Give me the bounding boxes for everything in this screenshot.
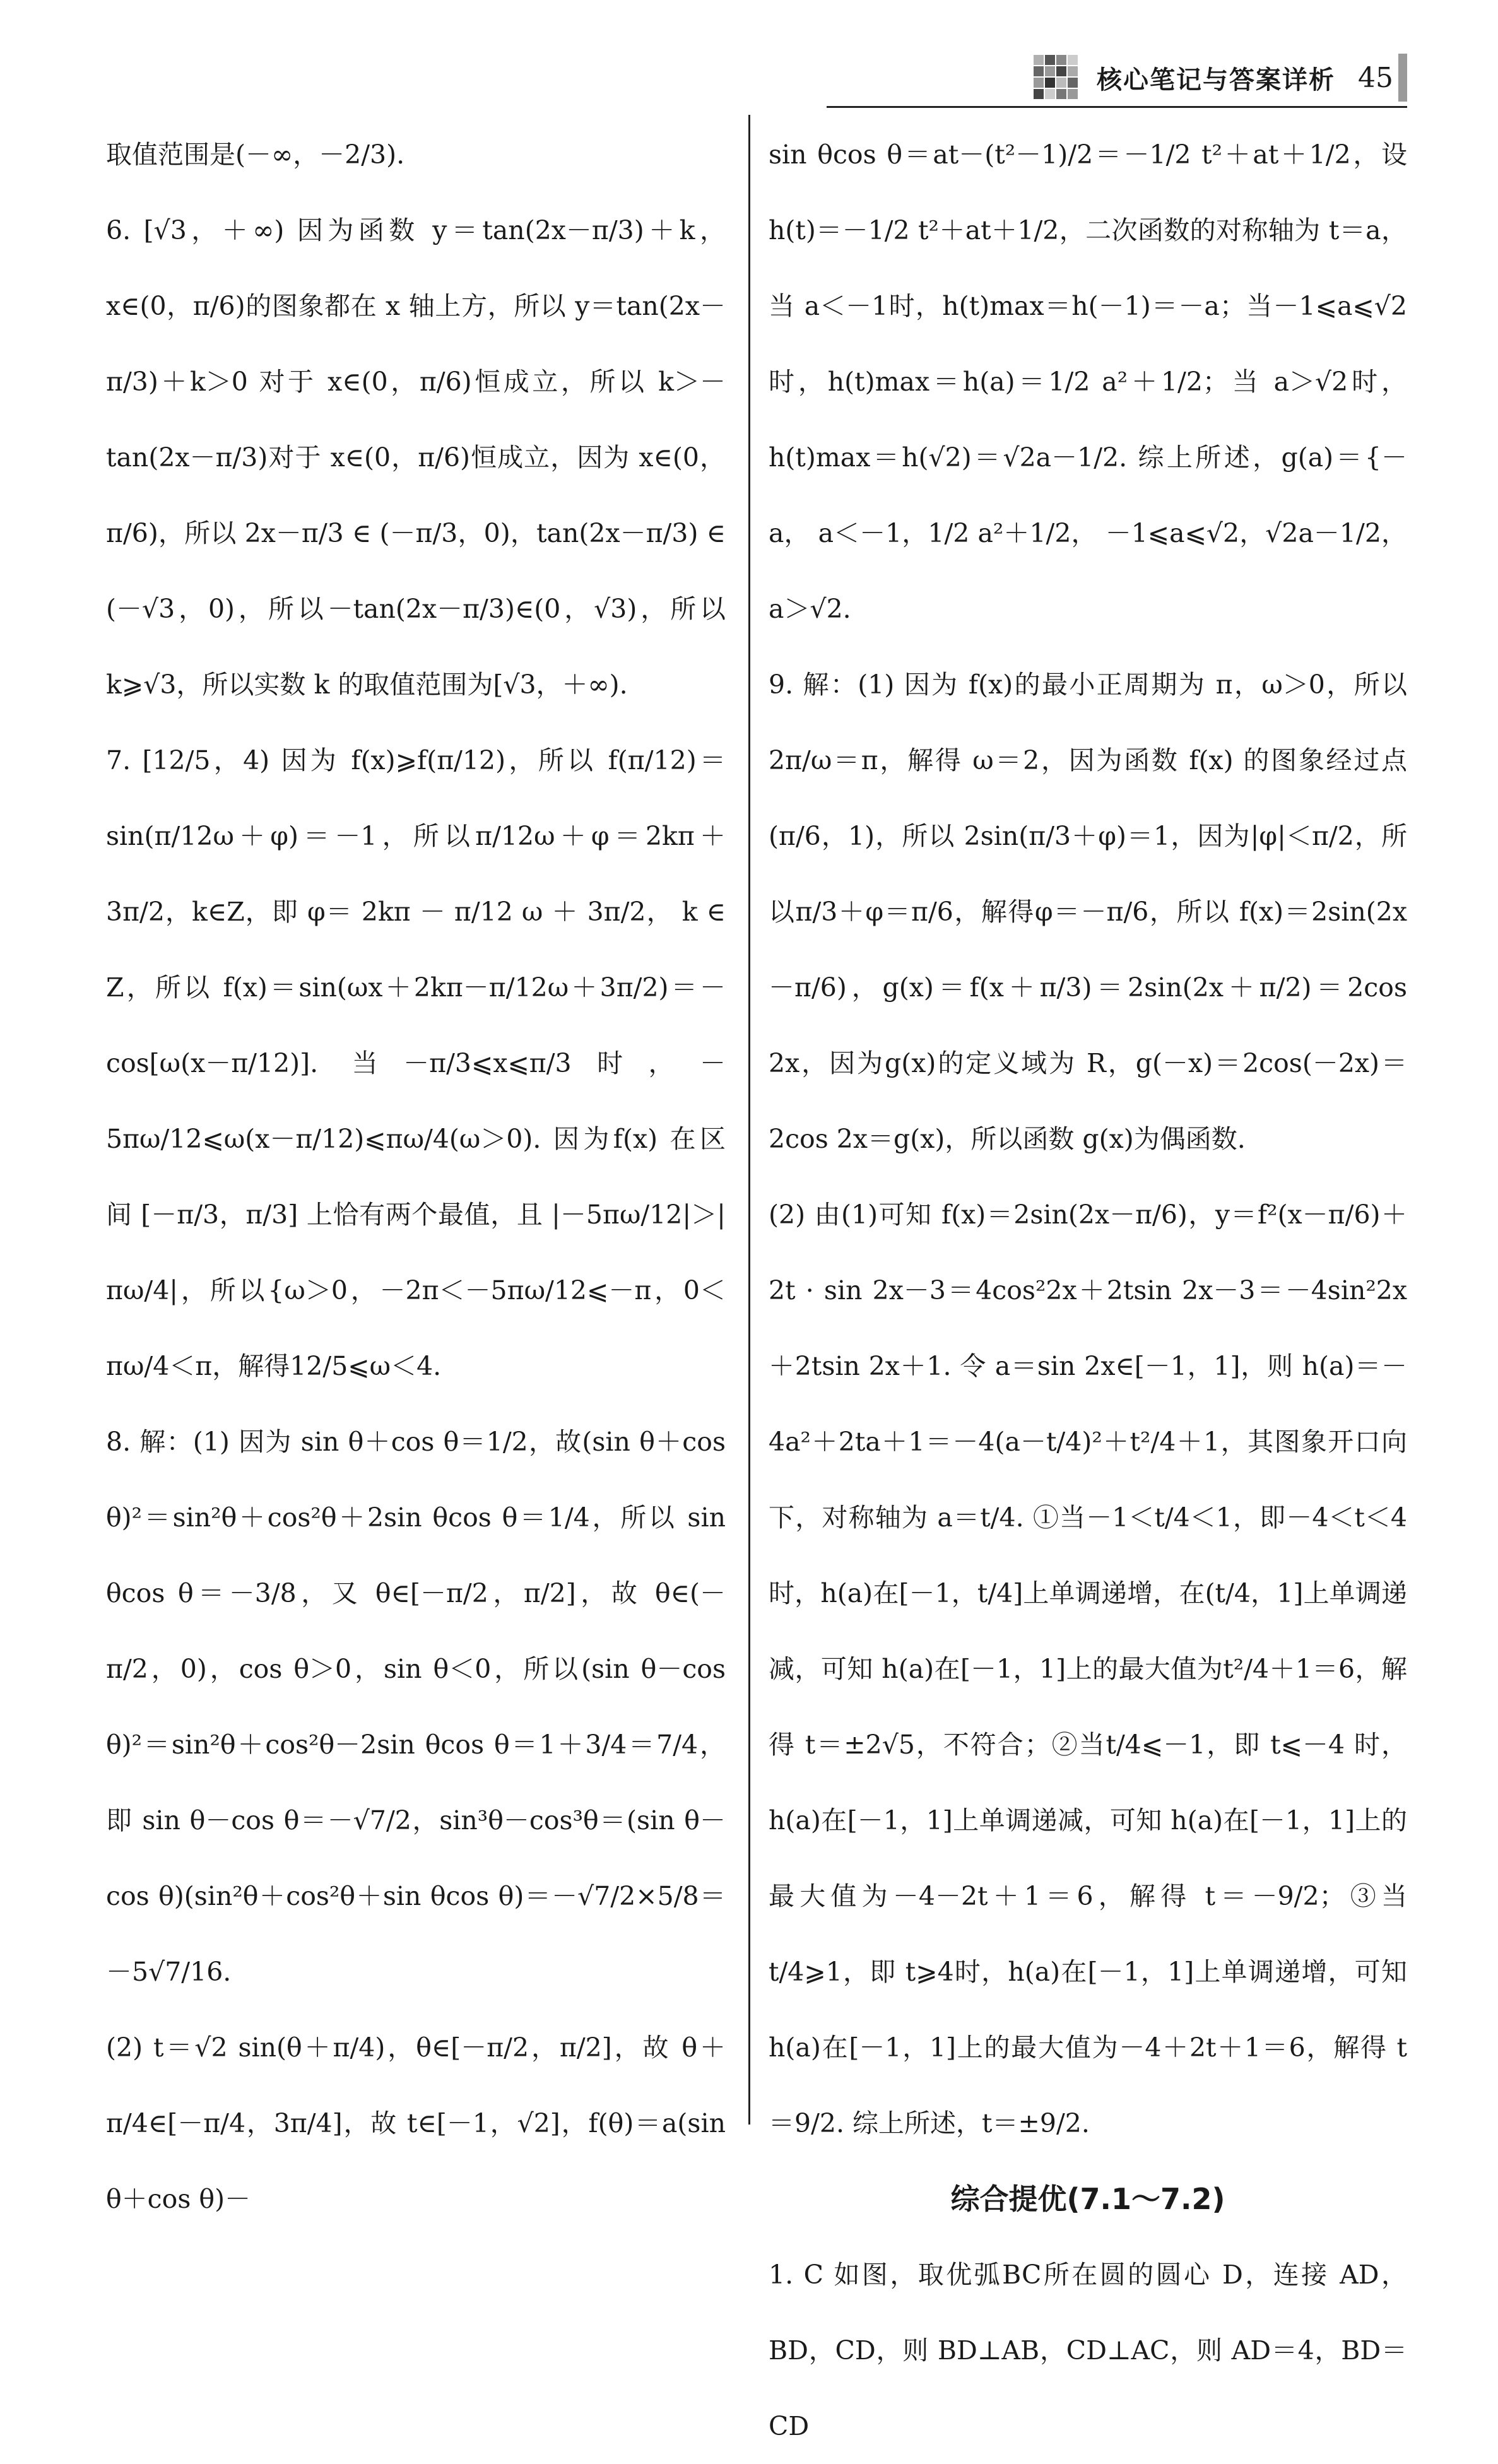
grid-logo-icon — [1034, 55, 1079, 100]
paragraph-range-continuation: 取值范围是(－∞，－2/3). — [106, 139, 405, 170]
answer-8-part-2: (2) t＝√2 sin(θ＋π/4)，θ∈[－π/2，π/2]，故 θ＋π/4∈[－π/4，3π/4]，故 t∈[－1，√2]，f(θ)＝a(sin θ＋cos θ)－ — [106, 2032, 726, 2214]
header-side-bar — [1398, 54, 1407, 102]
page-header — [745, 49, 1407, 106]
left-column — [106, 117, 726, 2237]
page-number: 45 — [1358, 61, 1393, 94]
answer-9-part-1: 9. 解：(1) 因为 f(x)的最小正周期为 π，ω＞0，所以2π/ω＝π，解得 ω＝2，因为函数 f(x) 的图象经过点(π/6，1)，所以 2sin(π/3＋φ)＝1，因为|φ|＜π/2，所以π/3＋φ＝π/6，解得φ＝－π/6，所以 f(x)＝2sin(2x－π/6)，g(x)＝f(x＋π/3)＝2sin(2x＋π/2)＝2cos 2x，因为g(x)的定义域为 R，g(－x)＝2cos(－2x)＝2cos 2x＝g(x)，所以函数 g(x)为偶函数. — [769, 669, 1407, 1154]
right-column — [769, 117, 1407, 2464]
section-title: 综合提优(7.1～7.2) — [950, 2182, 1225, 2216]
header-rule — [827, 106, 1407, 108]
answer-6: 6. [√3，＋∞) 因为函数 y＝tan(2x－π/3)＋k，x∈(0，π/6)的图象都在 x 轴上方，所以 y＝tan(2x－π/3)＋k＞0 对于 x∈(0，π/6)恒成立，所以 k＞－tan(2x－π/3)对于 x∈(0，π/6)恒成立，因为 x∈(0，π/6)，所以 2x－π/3 ∈ (－π/3，0)，tan(2x－π/3) ∈ (－√3，0)，所以－tan(2x－π/3)∈(0，√3)，所以 k⩾√3，所以实数 k 的取值范围为[√3，＋∞). — [106, 215, 726, 700]
answer-9-part-2: (2) 由(1)可知 f(x)＝2sin(2x－π/6)，y＝f²(x－π/6)＋2t · sin 2x－3＝4cos²2x＋2tsin 2x－3＝－4sin²2x＋2tsin 2x＋1. 令 a＝sin 2x∈[－1，1]，则 h(a)＝－4a²＋2ta＋1＝－4(a－t/4)²＋t²/4＋1，其图象开口向下，对称轴为 a＝t/4. ①当－1＜t/4＜1，即－4＜t＜4 时，h(a)在[－1，t/4]上单调递增，在(t/4，1]上单调递减，可知 h(a)在[－1，1]上的最大值为t²/4＋1＝6，解得 t＝±2√5，不符合；②当t/4⩽－1，即 t⩽－4 时，h(a)在[－1，1]上单调递减，可知 h(a)在[－1，1]上的最大值为－4－2t＋1＝6，解得 t＝－9/2；③当t/4⩾1，即 t⩾4时，h(a)在[－1，1]上单调递增，可知h(a)在[－1，1]上的最大值为－4＋2t＋1＝6，解得 t＝9/2. 综上所述，t＝±9/2. — [769, 1200, 1408, 2138]
answer-7: 7. [12/5，4) 因为 f(x)⩾f(π/12)，所以 f(π/12)＝sin(π/12ω＋φ)＝－1，所以π/12ω＋φ＝2kπ＋3π/2，k∈Z，即 φ＝ 2kπ － π/12 ω ＋ 3π/2， k ∈ Z，所以 f(x)＝sin(ωx＋2kπ－π/12ω＋3π/2)＝－cos[ω(x－π/12)]. 当－π/3⩽x⩽π/3时，－5πω/12⩽ω(x－π/12)⩽πω/4(ω＞0). 因为f(x) 在区间 [－π/3，π/3] 上恰有两个最值，且 |－5πω/12|＞|πω/4|，所以{ω＞0，－2π＜－5πω/12⩽－π，0＜πω/4＜π，解得12/5⩽ω＜4. — [106, 745, 726, 1381]
answer-8-continuation: sin θcos θ＝at－(t²－1)/2＝－1/2 t²＋at＋1/2，设 h(t)＝－1/2 t²＋at＋1/2，二次函数的对称轴为 t＝a，当 a＜－1时，h(t)max＝h(－1)＝－a；当－1⩽a⩽√2时，h(t)max＝h(a)＝1/2 a²＋1/2；当 a＞√2时，h(t)max＝h(√2)＝√2a－1/2. 综上所述，g(a)＝{－a， a＜－1，1/2 a²＋1/2， －1⩽a⩽√2，√2a－1/2， a＞√2. — [769, 139, 1407, 624]
header-title: 核心笔记与答案详析 — [1097, 65, 1335, 95]
answer-8-part-1: 8. 解：(1) 因为 sin θ＋cos θ＝1/2，故(sin θ＋cos θ)²＝sin²θ＋cos²θ＋2sin θcos θ＝1/4，所以 sin θcos θ＝－3/8，又 θ∈[－π/2，π/2]，故 θ∈(－π/2，0)，cos θ＞0，sin θ＜0，所以(sin θ－cos θ)²＝sin²θ＋cos²θ－2sin θcos θ＝1＋3/4＝7/4，即 sin θ－cos θ＝－√7/2，sin³θ－cos³θ＝(sin θ－cos θ)(sin²θ＋cos²θ＋sin θcos θ)＝－√7/2×5/8＝－5√7/16. — [106, 1427, 726, 1987]
column-divider — [748, 115, 750, 2125]
answer-1: 1. C 如图，取优弧BC所在圆的圆心 D，连接 AD，BD，CD，则 BD⊥AB，CD⊥AC，则 AD＝4，BD＝CD — [769, 2260, 1407, 2441]
